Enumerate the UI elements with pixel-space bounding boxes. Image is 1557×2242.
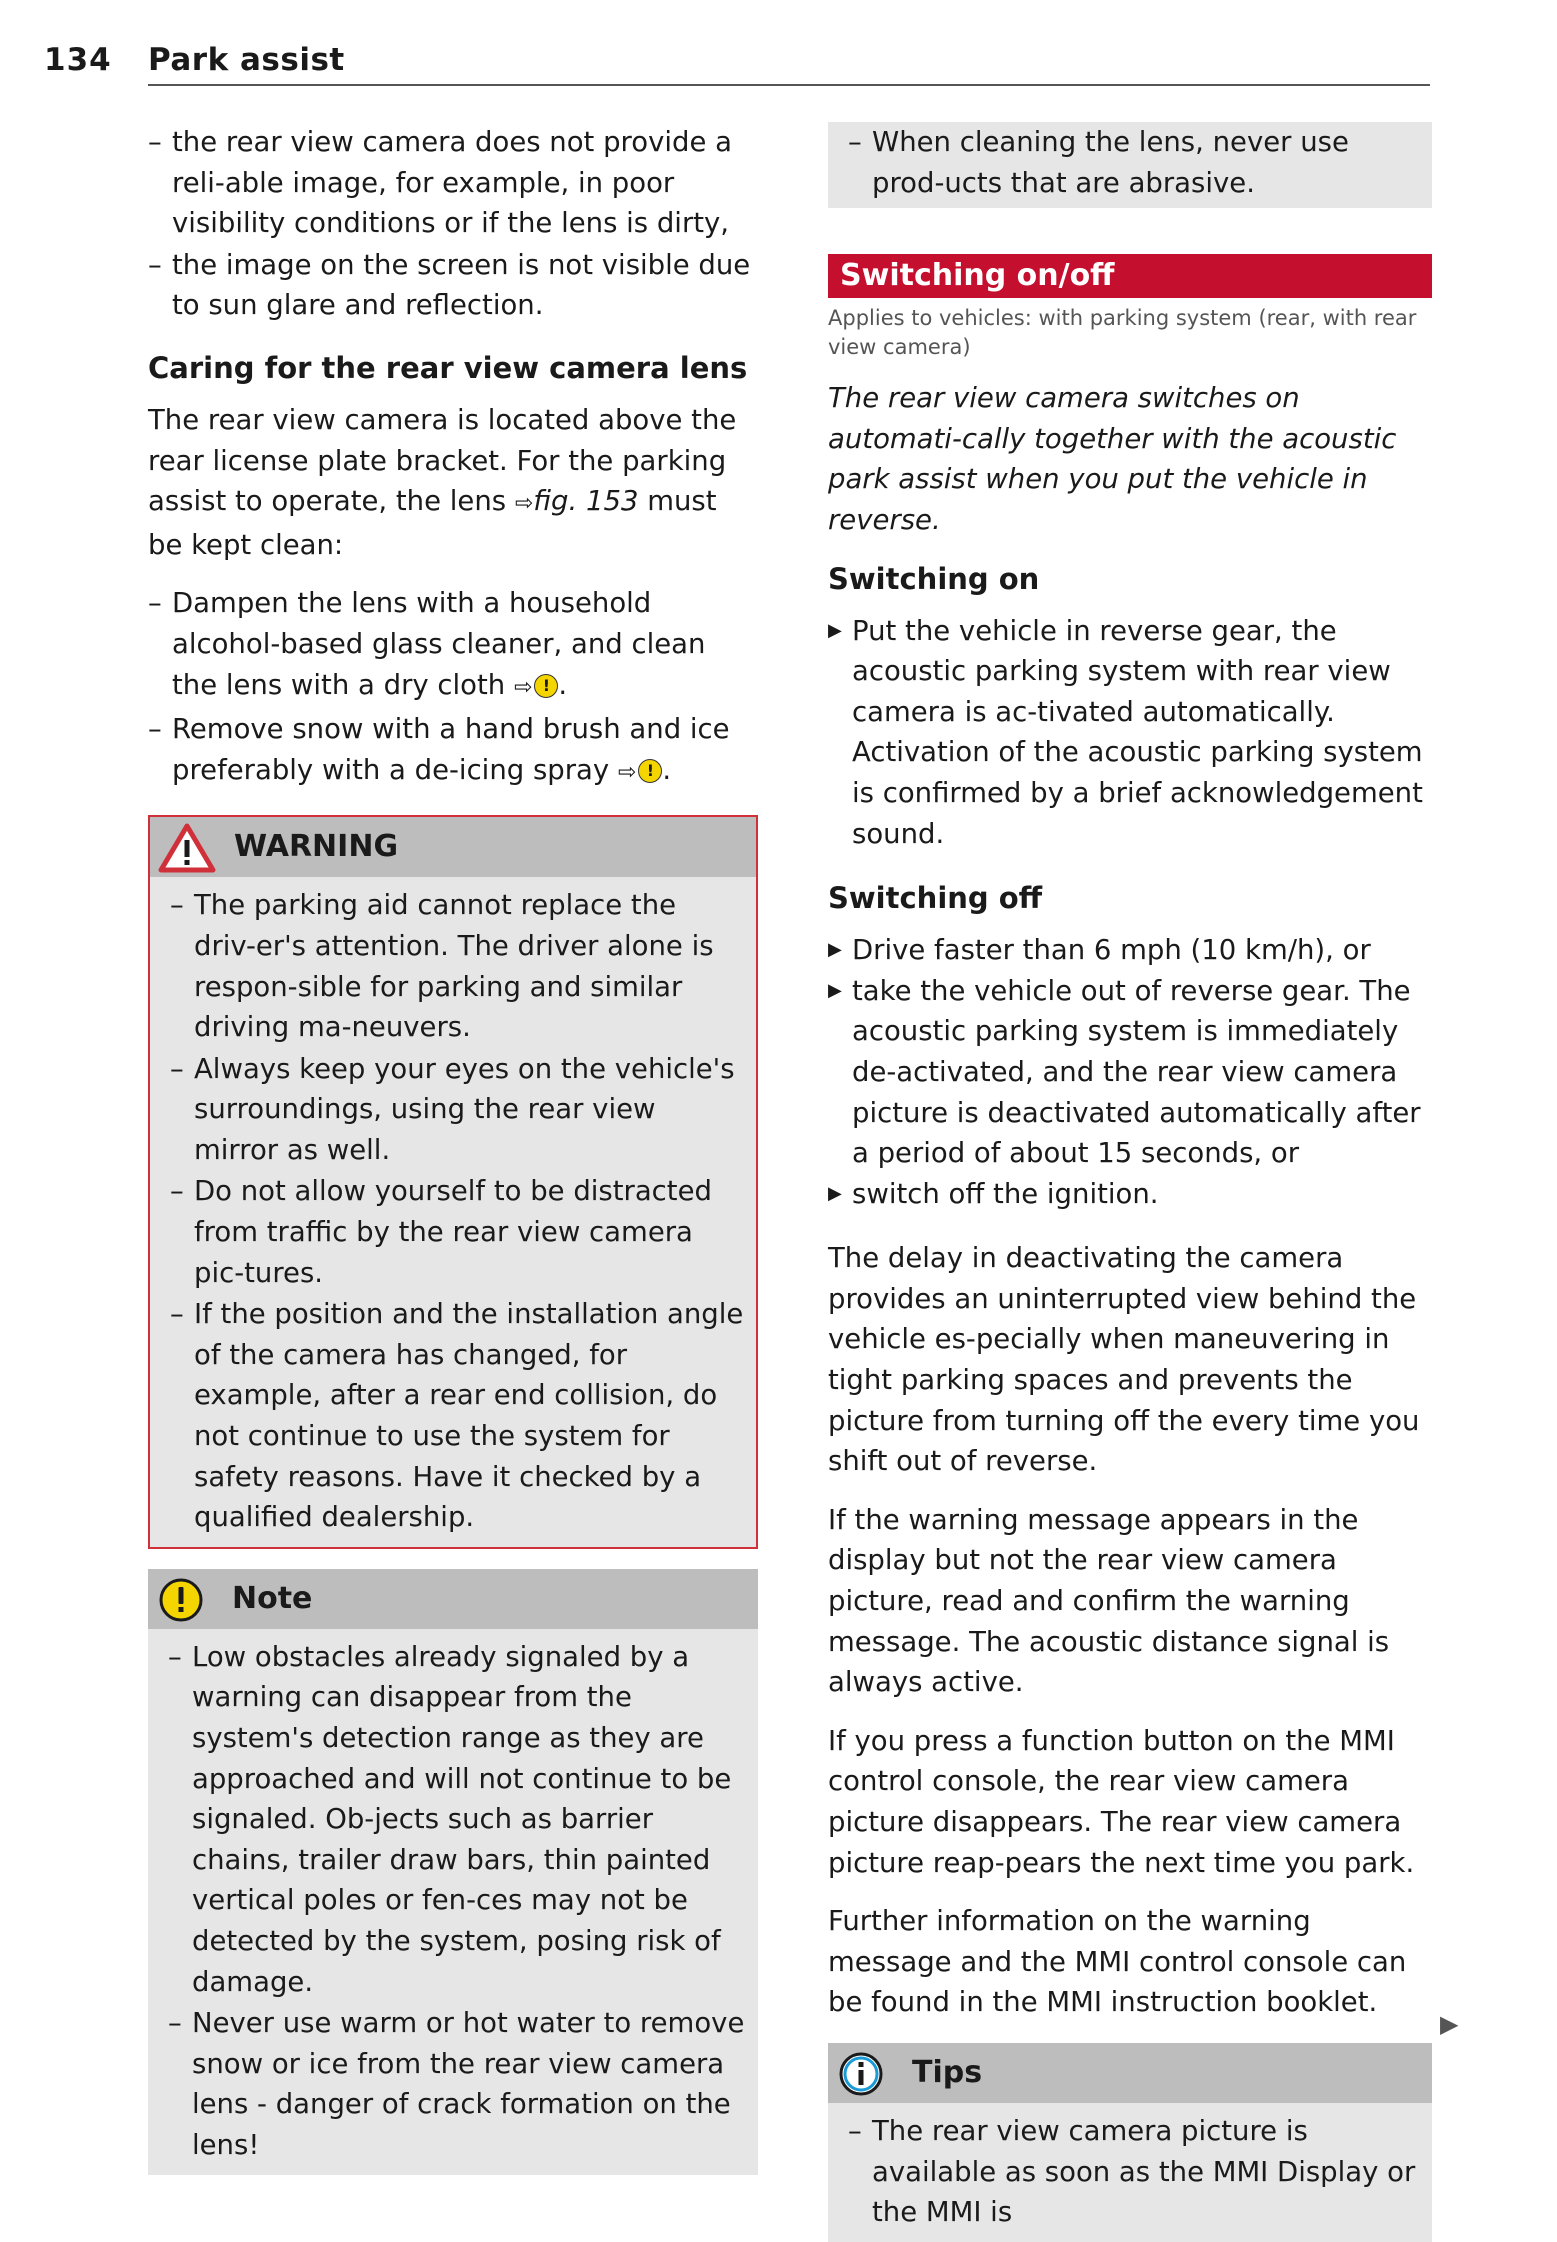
note-item: – Low obstacles already signaled by a warning can disappear from the system's detection range as they are approached and will not continue to be signaled. Ob-jects such as barrier chains, trailer draw bars, thin painted vertical poles or fen-ces may not be detected by the system, posing risk of damage. — [168, 1640, 732, 1998]
step-item — [828, 971, 1432, 1174]
warning-box — [148, 815, 758, 1549]
warning-label: WARNING — [234, 829, 399, 865]
warning-item: – If the position and the installation angle of the camera has changed, for example, after a rear end collision, do not continue to use the system for safety reasons. Have it checked by a qualified dealership. — [170, 1298, 744, 1534]
paragraph: If the warning message appears in the display but not the rear view camera picture, read and confirm the warning message. The acoustic distance signal is always active. — [828, 1503, 1390, 1699]
warning-item: – The parking aid cannot replace the driv-er's attention. The driver alone is respon-sible for parking and similar driving ma-neuvers. — [170, 889, 714, 1044]
applies-to-note: Applies to vehicles: with parking system (rear, with rear view camera) — [828, 306, 1417, 360]
left-column — [148, 122, 758, 2175]
page-header — [44, 38, 1430, 86]
note-header — [148, 1569, 758, 1629]
warning-item-text: Do not allow yourself to be distracted from traffic by the rear view camera pic-tures. — [194, 1175, 712, 1289]
tips-box — [828, 2043, 1432, 2242]
page-number: 134 — [44, 42, 112, 78]
exclamation-circle-icon — [158, 1577, 204, 1623]
switching-on-heading: Switching on — [828, 561, 1040, 596]
figure-reference[interactable]: fig. 153 — [533, 485, 639, 518]
info-icon — [838, 2051, 884, 2097]
triangle-bullet-icon: ▶ — [828, 939, 842, 961]
list-item: – Remove snow with a hand brush and ice preferably with a de-icing spray ⇨ ! . — [148, 713, 730, 786]
paragraph: The delay in deactivating the camera provides an uninterrupted view behind the vehicle es-pecially when maneuvering in tight parking spaces and prevents the picture from turning off the every time you shift out of reverse. — [828, 1242, 1420, 1478]
paragraph: Further information on the warning message and the MMI control console can be found in the MMI instruction booklet. — [828, 1905, 1407, 2019]
triangle-bullet-icon: ▶ — [828, 979, 842, 1001]
tips-item-text: The rear view camera picture is available as soon as the MMI Display or the MMI is — [872, 2114, 1416, 2229]
triangle-bullet-icon: ▶ — [828, 1182, 842, 1204]
list-item-text: Dampen the lens with a household alcohol-based glass cleaner, and clean the lens with a dry cloth — [172, 587, 706, 701]
step-item-text: Put the vehicle in reverse gear, the acoustic parking system with rear view camera is ac-tivated automatically. Activation of the acoustic parking system is confirmed by a brief acknowledgement sound. — [852, 614, 1423, 850]
callout-item: – When cleaning the lens, never use prod-ucts that are abrasive. — [848, 126, 1349, 199]
list-item-text: the rear view camera does not provide a reli-able image, for example, in poor visibility conditions or if the lens is dirty, — [172, 126, 732, 240]
note-label: Note — [232, 1580, 313, 1616]
header-divider — [148, 84, 1430, 86]
warning-item-text: The parking aid cannot replace the driv-er's attention. The driver alone is respon-sible for parking and similar driving ma-neuvers. — [194, 889, 714, 1044]
cleaning-callout — [828, 122, 1432, 208]
warning-item: – Do not allow yourself to be distracted from traffic by the rear view camera pic-tures. — [170, 1175, 712, 1289]
section-title: Switching on/off — [828, 254, 1432, 298]
caring-text-b: must be kept clean: — [148, 485, 717, 561]
warning-item-text: Always keep your eyes on the vehicle's surroundings, using the rear view mirror as well. — [194, 1052, 735, 1166]
note-reference-icon[interactable]: ! — [534, 674, 558, 698]
tips-body — [828, 2103, 1432, 2242]
tips-item: – The rear view camera picture is available as soon as the MMI Display or the MMI is — [848, 2114, 1416, 2229]
caring-heading: Caring for the rear view camera lens — [148, 350, 748, 385]
warning-triangle-icon — [158, 823, 216, 873]
right-column — [828, 122, 1432, 2242]
step-item-text: take the vehicle out of reverse gear. The acoustic parking system is immediately de-activated, and the rear view camera picture is deactivated automatically after a period of about 15 seconds, or — [852, 974, 1421, 1170]
intro-italic: The rear view camera switches on automati-cally together with the acoustic park assist when you put the vehicle in reverse. — [828, 382, 1397, 536]
switching-off-heading: Switching off — [828, 881, 1043, 916]
note-item-text: Low obstacles already signaled by a warning can disappear from the system's detection range as they are approached and will not continue to be signaled. Ob-jects such as barrier chains, trailer draw bars, thin painted vertical poles or fen-ces may not be detected by the system, posing risk of damage. — [192, 1640, 732, 1998]
tips-label: Tips — [912, 2054, 983, 2090]
step-item — [828, 930, 1432, 971]
warning-item-text: If the position and the installation angle of the camera has changed, for example, after a rear end collision, do not continue to use the system for safety reasons. Have it checked by a qualified dealership. — [194, 1298, 744, 1534]
continue-arrow-icon[interactable]: ▶ — [1440, 2010, 1459, 2038]
list-item-text: Remove snow with a hand brush and ice preferably with a de-icing spray — [172, 713, 730, 786]
triangle-bullet-icon: ▶ — [828, 619, 842, 641]
list-item: – the image on the screen is not visible due to sun glare and reflection. — [148, 248, 751, 322]
list-item: – the rear view camera does not provide a reli-able image, for example, in poor visibility conditions or if the lens is dirty, — [148, 126, 732, 240]
callout-item-text: When cleaning the lens, never use prod-ucts that are abrasive. — [872, 126, 1349, 199]
list-item: – Dampen the lens with a household alcohol-based glass cleaner, and clean the lens with a dry cloth ⇨ ! . — [148, 587, 706, 701]
note-item-text: Never use warm or hot water to remove snow or ice from the rear view camera lens - danger of crack formation on the lens! — [192, 2007, 745, 2161]
note-box — [148, 1569, 758, 2175]
page-title: Park assist — [148, 42, 345, 78]
warning-header — [150, 817, 756, 877]
arrow-right-icon: ⇨ — [513, 674, 533, 700]
note-body — [148, 1629, 758, 2175]
caring-paragraph — [148, 400, 758, 565]
step-item — [828, 611, 1432, 855]
step-item-text: Drive faster than 6 mph (10 km/h), or — [852, 934, 1371, 967]
warning-body — [150, 877, 756, 1547]
tips-header — [828, 2043, 1432, 2103]
caring-text-a: The rear view camera is located above the rear license plate bracket. For the parking assist to operate, the lens — [148, 403, 737, 518]
arrow-right-icon: ⇨ — [514, 491, 534, 517]
note-item: – Never use warm or hot water to remove snow or ice from the rear view camera lens - danger of crack formation on the lens! — [168, 2007, 745, 2161]
arrow-right-icon: ⇨ — [617, 759, 637, 785]
step-item-text: switch off the ignition. — [852, 1177, 1159, 1210]
note-reference-icon[interactable]: ! — [638, 759, 662, 783]
step-item — [828, 1174, 1432, 1215]
list-item-text: the image on the screen is not visible due to sun glare and reflection. — [172, 248, 751, 322]
warning-item: – Always keep your eyes on the vehicle's surroundings, using the rear view mirror as well. — [170, 1052, 735, 1166]
paragraph: If you press a function button on the MMI control console, the rear view camera picture disappears. The rear view camera picture reap-pears the next time you park. — [828, 1724, 1415, 1879]
